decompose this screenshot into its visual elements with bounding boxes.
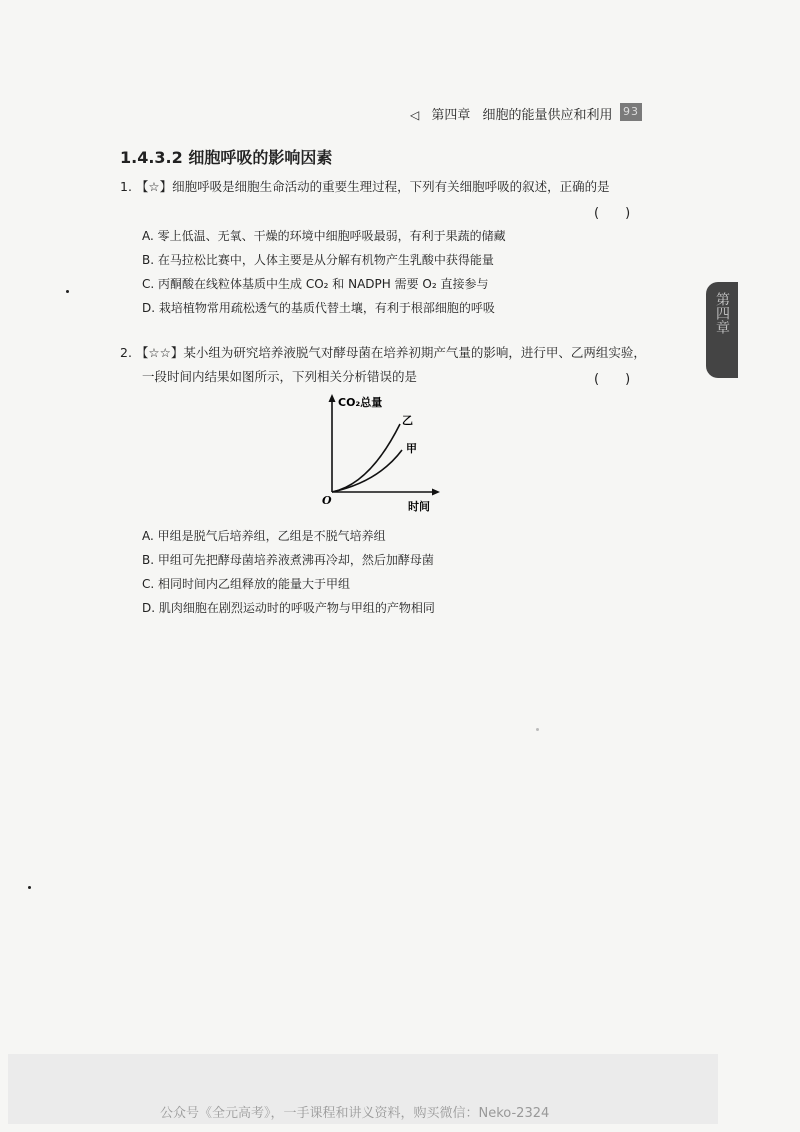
co2-time-graph — [310, 392, 450, 517]
q2-option-d: D. 肌肉细胞在剧烈运动时的呼吸产物与甲组的产物相同 — [142, 601, 435, 615]
question-1-stem — [120, 176, 610, 198]
scan-speck — [28, 886, 31, 889]
q2-answer-blank: ( ) — [594, 372, 631, 387]
q1-difficulty: 【☆】 — [135, 179, 173, 194]
q2-option-b: B. 甲组可先把酵母菌培养液煮沸再冷却，然后加酵母菌 — [142, 553, 434, 567]
question-2-stem-line1 — [120, 342, 646, 364]
q2-stem-text-1: 某小组为研究培养液脱气对酵母菌在培养初期产气量的影响，进行甲、乙两组实验， — [183, 345, 646, 360]
q2-option-a: A. 甲组是脱气后培养组，乙组是不脱气培养组 — [142, 529, 386, 543]
q2-option-c: C. 相同时间内乙组释放的能量大于甲组 — [142, 577, 351, 591]
curve-yi-label: 乙 — [402, 414, 413, 427]
y-axis-arrow-icon — [329, 394, 336, 402]
curve-yi — [332, 424, 400, 492]
q1-answer-blank: ( ) — [594, 206, 631, 221]
q1-option-c: C. 丙酮酸在线粒体基质中生成 CO₂ 和 NADPH 需要 O₂ 直接参与 — [142, 277, 489, 291]
chapter-label: 第四章 — [431, 108, 471, 123]
scan-speck — [536, 728, 539, 731]
origin-label: O — [322, 494, 332, 507]
q2-stem-text-2: 一段时间内结果如图所示，下列相关分析错误的是 — [142, 369, 418, 384]
section-title: 1.4.3.2 细胞呼吸的影响因素 — [120, 148, 333, 167]
y-axis-label: CO₂总量 — [338, 396, 383, 409]
running-header — [410, 104, 613, 123]
q1-option-a: A. 零上低温、无氧、干燥的环境中细胞呼吸最弱，有利于果蔬的储藏 — [142, 229, 506, 243]
x-axis-label: 时间 — [408, 500, 430, 513]
q2-difficulty: 【☆☆】 — [135, 345, 184, 360]
curve-jia-label: 甲 — [406, 442, 417, 455]
q1-stem-text: 细胞呼吸是细胞生命活动的重要生理过程，下列有关细胞呼吸的叙述，正确的是 — [172, 179, 610, 194]
page-number: 93 — [620, 103, 642, 121]
footer-watermark-text: 公众号《全元高考》，一手课程和讲义资料，购买微信：Neko-2324 — [160, 1106, 550, 1121]
left-triangle-icon: ◁ — [410, 108, 420, 122]
q2-number: 2. — [120, 345, 132, 360]
chapter-side-tab — [706, 282, 738, 378]
x-axis-arrow-icon — [432, 489, 440, 496]
q1-number: 1. — [120, 179, 132, 194]
side-tab-label: 第四章 — [714, 292, 730, 334]
q1-option-d: D. 栽培植物常用疏松透气的基质代替土壤，有利于根部细胞的呼吸 — [142, 301, 495, 315]
chapter-title: 细胞的能量供应和利用 — [482, 108, 613, 123]
q1-option-b: B. 在马拉松比赛中，人体主要是从分解有机物产生乳酸中获得能量 — [142, 253, 494, 267]
scan-speck — [66, 290, 69, 293]
